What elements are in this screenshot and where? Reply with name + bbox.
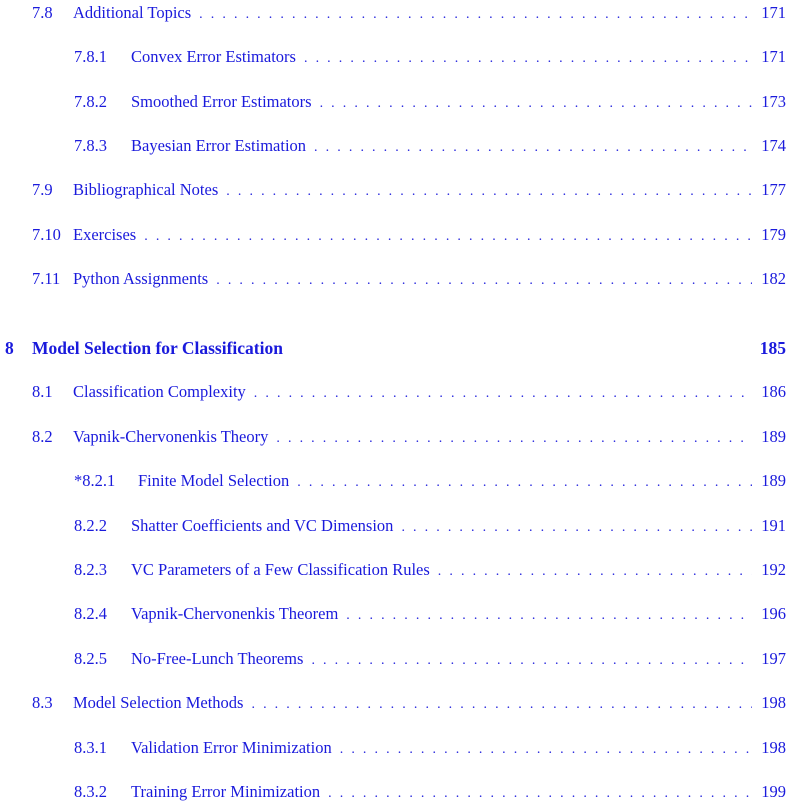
toc-entry-8-2-2[interactable] xyxy=(0,514,786,538)
section-title: Shatter Coefficients and VC Dimension xyxy=(131,516,394,535)
dot-leader xyxy=(144,225,752,249)
section-title: Exercises xyxy=(73,225,137,244)
dot-leader xyxy=(311,649,752,673)
toc-entry-8-3-2[interactable] xyxy=(0,780,786,804)
section-title: Vapnik-Chervonenkis Theorem xyxy=(131,604,339,623)
page-number: 177 xyxy=(761,180,786,199)
section-number: 7.11 xyxy=(32,269,61,288)
toc-entry-7-8-2[interactable] xyxy=(0,90,786,114)
page-number: 174 xyxy=(761,136,786,155)
section-number: 7.8.3 xyxy=(74,136,107,155)
dot-leader xyxy=(304,47,752,71)
page-number: 189 xyxy=(761,427,786,446)
toc-entry-8-2-4[interactable] xyxy=(0,602,786,626)
section-number: 8.3.1 xyxy=(74,738,107,757)
dot-leader xyxy=(199,3,752,27)
toc-entry-8-1[interactable] xyxy=(0,380,786,404)
toc-entry-7-8[interactable] xyxy=(0,1,786,25)
dot-leader xyxy=(320,92,752,116)
section-title: Classification Complexity xyxy=(73,382,246,401)
section-title: Bibliographical Notes xyxy=(73,180,219,199)
section-title: Python Assignments xyxy=(73,269,209,288)
page-number: 197 xyxy=(761,649,786,668)
page-number: 186 xyxy=(761,382,786,401)
dot-leader xyxy=(438,560,752,584)
section-number: 8.2.2 xyxy=(74,516,107,535)
dot-leader xyxy=(314,136,752,160)
section-number: 7.9 xyxy=(32,180,53,199)
page-number: 182 xyxy=(761,269,786,288)
section-title: No-Free-Lunch Theorems xyxy=(131,649,304,668)
section-number: 7.8.1 xyxy=(74,47,107,66)
page-number: 173 xyxy=(761,92,786,111)
chapter-title: Model Selection for Classification xyxy=(32,338,283,358)
dot-leader xyxy=(401,516,752,540)
section-number: 7.8 xyxy=(32,3,53,22)
dot-leader xyxy=(216,269,752,293)
page-number: 198 xyxy=(761,693,786,712)
toc-chapter-8[interactable] xyxy=(0,336,786,360)
page-number: 189 xyxy=(761,471,786,490)
section-number: 8.3.2 xyxy=(74,782,107,801)
toc-entry-8-2-3[interactable] xyxy=(0,558,786,582)
section-number: 8.2 xyxy=(32,427,53,446)
dot-leader xyxy=(297,471,752,495)
section-title: Convex Error Estimators xyxy=(131,47,296,66)
section-number: 8.2.3 xyxy=(74,560,107,579)
page-number: 198 xyxy=(761,738,786,757)
dot-leader xyxy=(346,604,752,628)
toc-entry-8-3[interactable] xyxy=(0,691,786,715)
chapter-number: 8 xyxy=(5,338,14,358)
page-number: 179 xyxy=(761,225,786,244)
section-title: Additional Topics xyxy=(73,3,192,22)
section-title: VC Parameters of a Few Classification Rules xyxy=(131,560,430,579)
dot-leader xyxy=(328,782,752,806)
section-title: Model Selection Methods xyxy=(73,693,244,712)
page-number: 196 xyxy=(761,604,786,623)
toc-entry-8-2[interactable] xyxy=(0,425,786,449)
toc-entry-7-9[interactable] xyxy=(0,178,786,202)
section-title: Validation Error Minimization xyxy=(131,738,332,757)
section-title: Smoothed Error Estimators xyxy=(131,92,312,111)
section-title: Bayesian Error Estimation xyxy=(131,136,307,155)
toc-entry-7-8-1[interactable] xyxy=(0,45,786,69)
toc-entry-8-3-1[interactable] xyxy=(0,736,786,760)
dot-leader xyxy=(254,382,752,406)
toc-entry-8-2-5[interactable] xyxy=(0,647,786,671)
page-number: 199 xyxy=(761,782,786,801)
dot-leader xyxy=(276,427,752,451)
page-number: 192 xyxy=(761,560,786,579)
section-number: *8.2.1 xyxy=(74,471,116,490)
section-number: 8.3 xyxy=(32,693,53,712)
page-number: 191 xyxy=(761,516,786,535)
section-title: Training Error Minimization xyxy=(131,782,321,801)
section-title: Finite Model Selection xyxy=(138,471,290,490)
section-number: 8.2.4 xyxy=(74,604,107,623)
toc-entry-8-2-1[interactable] xyxy=(0,469,786,493)
page-number: 171 xyxy=(761,3,786,22)
section-number: 8.1 xyxy=(32,382,53,401)
section-number: 8.2.5 xyxy=(74,649,107,668)
dot-leader xyxy=(226,180,752,204)
dot-leader xyxy=(340,738,752,762)
toc-entry-7-10[interactable] xyxy=(0,223,786,247)
section-number: 7.8.2 xyxy=(74,92,107,111)
toc-entry-7-8-3[interactable] xyxy=(0,134,786,158)
toc-entry-7-11[interactable] xyxy=(0,267,786,291)
dot-leader xyxy=(251,693,752,717)
page-number: 185 xyxy=(759,338,786,358)
section-title: Vapnik-Chervonenkis Theory xyxy=(73,427,269,446)
page-number: 171 xyxy=(761,47,786,66)
section-number: 7.10 xyxy=(32,225,61,244)
